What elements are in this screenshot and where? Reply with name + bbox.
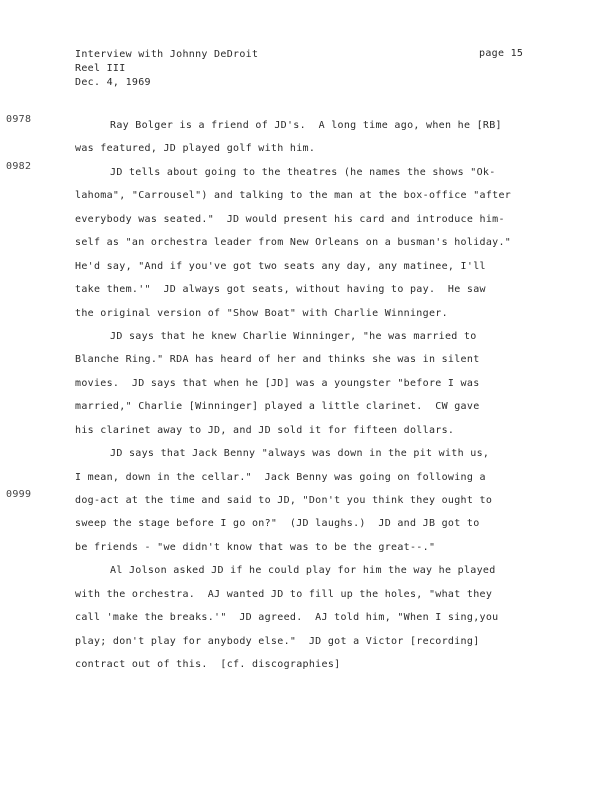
text-line: contract out of this. [cf. discographies] — [75, 659, 341, 671]
text-line: call 'make the breaks.'" JD agreed. AJ told him, "When I sing,you — [75, 612, 499, 624]
text-line: JD says that he knew Charlie Winninger, "he was married to — [110, 330, 477, 342]
header-title: Interview with Johnny DeDroit — [75, 49, 259, 60]
margin-number: 0999 — [6, 489, 32, 500]
text-line: Al Jolson asked JD if he could play for him the way he played — [110, 565, 496, 577]
text-line: the original version of "Show Boat" with Charlie Winninger. — [75, 307, 448, 319]
transcript-body — [75, 114, 585, 677]
text-line: self as "an orchestra leader from New Orleans on a busman's holiday." — [75, 237, 512, 249]
text-line: dog-act at the time and said to JD, "Don't you think they ought to — [75, 495, 493, 506]
header-date: Dec. 4, 1969 — [75, 77, 151, 88]
header-reel: Reel III — [75, 63, 126, 74]
text-line: He'd say, "And if you've got two seats any day, any matinee, I'll — [75, 260, 486, 272]
text-line: everybody was seated." JD would present his card and introduce him- — [75, 213, 505, 225]
text-line: JD says that Jack Benny "always was down in the pit with us, — [110, 448, 490, 460]
margin-number: 0978 — [6, 114, 32, 125]
text-line: JD tells about going to the theatres (he names the shows "Ok- — [110, 166, 496, 178]
text-line: Ray Bolger is a friend of JD's. A long time ago, when he [RB] — [110, 120, 502, 131]
text-line: his clarinet away to JD, and JD sold it for fifteen dollars. — [75, 424, 455, 436]
text-line: was featured, JD played golf with him. — [75, 143, 316, 155]
margin-number: 0982 — [6, 161, 32, 172]
text-line: play; don't play for anybody else." JD got a Victor [recording] — [75, 635, 480, 647]
text-line: movies. JD says that when he [JD] was a youngster "before I was — [75, 377, 480, 389]
page-number: page 15 — [479, 48, 524, 59]
text-line: sweep the stage before I go on?" (JD laughs.) JD and JB got to — [75, 518, 480, 530]
text-line: be friends - "we didn't know that was to be the great--." — [75, 541, 436, 553]
text-line: Blanche Ring." RDA has heard of her and thinks she was in silent — [75, 354, 480, 366]
text-line: with the orchestra. AJ wanted JD to fill up the holes, "what they — [75, 588, 493, 600]
text-line: I mean, down in the cellar." Jack Benny was going on following a — [75, 471, 486, 483]
document-header — [75, 48, 258, 90]
text-line: lahoma", "Carrousel") and talking to the man at the box-office "after — [75, 190, 512, 202]
text-line: take them.'" JD always got seats, without having to pay. He saw — [75, 284, 486, 296]
text-line: married," Charlie [Winninger] played a little clarinet. CW gave — [75, 401, 480, 413]
